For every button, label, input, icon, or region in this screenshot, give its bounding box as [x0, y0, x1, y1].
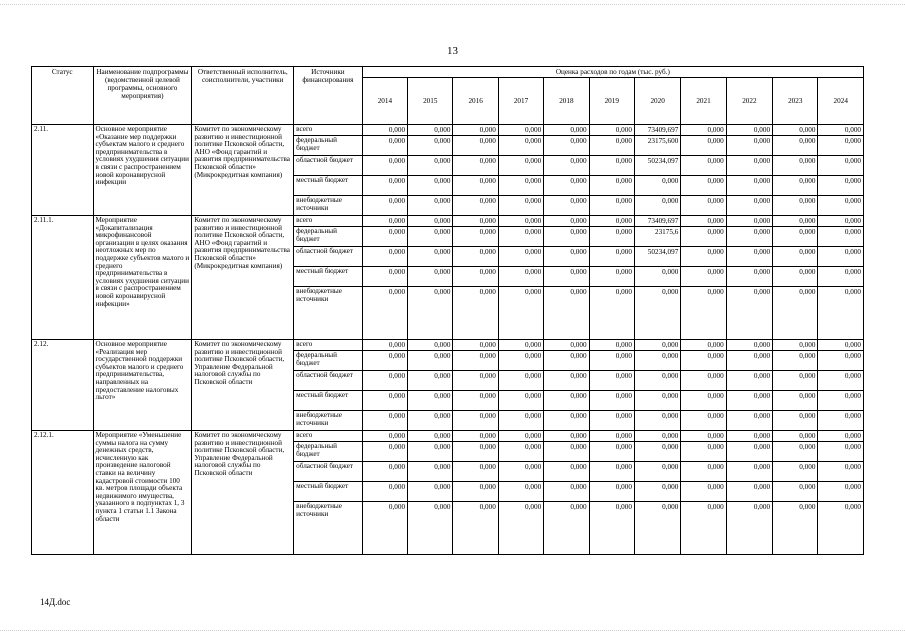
amount-cell: 0,000	[634, 462, 680, 482]
amount-cell: 0,000	[408, 156, 453, 176]
amount-cell: 0,000	[408, 442, 453, 462]
amount-cell: 0,000	[453, 227, 498, 247]
amount-cell: 0,000	[589, 411, 634, 431]
amount-cell: 0,000	[498, 462, 543, 482]
amount-cell: 0,000	[634, 411, 680, 431]
year-header: 2024	[818, 78, 864, 125]
amount-cell: 0,000	[544, 351, 589, 371]
table-row	[32, 340, 864, 351]
amount-cell: 0,000	[362, 442, 407, 462]
amount-cell: 0,000	[453, 462, 498, 482]
amount-cell: 0,000	[453, 442, 498, 462]
table-row	[32, 125, 864, 136]
amount-cell: 0,000	[726, 411, 772, 431]
amount-cell: 0,000	[498, 442, 543, 462]
funding-source: областной бюджет	[294, 462, 363, 482]
amount-cell: 0,000	[589, 176, 634, 196]
amount-cell: 0,000	[362, 136, 407, 156]
amount-cell: 0,000	[362, 196, 407, 216]
amount-cell: 0,000	[498, 391, 543, 411]
year-header: 2021	[681, 78, 726, 125]
amount-cell: 0,000	[408, 196, 453, 216]
year-header: 2020	[634, 78, 680, 125]
amount-cell: 0,000	[362, 216, 407, 227]
row-responsible: Комитет по экономическому развитию и инвестиционной политике Псковской области, АНО «Фонд гарантий и развития предпринимательства Псковской области» (Микрокредитная компания)	[192, 125, 294, 216]
amount-cell: 0,000	[453, 340, 498, 351]
amount-cell: 0,000	[589, 482, 634, 502]
amount-cell: 0,000	[453, 391, 498, 411]
amount-cell: 0,000	[589, 502, 634, 555]
amount-cell: 0,000	[544, 502, 589, 555]
amount-cell: 0,000	[589, 227, 634, 247]
row-status: 2.11.1.	[32, 216, 94, 340]
amount-cell: 0,000	[818, 227, 864, 247]
year-header: 2014	[362, 78, 407, 125]
amount-cell: 0,000	[544, 482, 589, 502]
amount-cell: 0,000	[589, 462, 634, 482]
scan-artifact-bottom	[0, 630, 905, 632]
amount-cell: 0,000	[362, 156, 407, 176]
amount-cell: 0,000	[408, 482, 453, 502]
amount-cell: 0,000	[544, 267, 589, 287]
amount-cell: 0,000	[681, 136, 726, 156]
budget-table	[31, 66, 864, 555]
funding-source: федеральный бюджет	[294, 227, 363, 247]
amount-cell: 0,000	[408, 125, 453, 136]
funding-source: всего	[294, 340, 363, 351]
amount-cell: 0,000	[818, 267, 864, 287]
amount-cell: 0,000	[362, 391, 407, 411]
amount-cell: 0,000	[453, 287, 498, 340]
amount-cell: 0,000	[362, 227, 407, 247]
amount-cell: 0,000	[498, 196, 543, 216]
amount-cell: 0,000	[726, 431, 772, 442]
table-row	[32, 216, 864, 227]
amount-cell: 0,000	[408, 136, 453, 156]
amount-cell: 23175,6	[634, 227, 680, 247]
table-row	[32, 431, 864, 442]
amount-cell: 0,000	[681, 462, 726, 482]
amount-cell: 0,000	[544, 136, 589, 156]
amount-cell: 0,000	[544, 156, 589, 176]
amount-cell: 0,000	[726, 351, 772, 371]
amount-cell: 0,000	[544, 247, 589, 267]
funding-source: внебюджетные источники	[294, 502, 363, 555]
amount-cell: 0,000	[498, 156, 543, 176]
amount-cell: 0,000	[634, 340, 680, 351]
amount-cell: 0,000	[818, 176, 864, 196]
amount-cell: 0,000	[589, 371, 634, 391]
amount-cell: 0,000	[362, 351, 407, 371]
document-filename: 14Д.doc	[40, 597, 71, 607]
amount-cell: 0,000	[362, 462, 407, 482]
amount-cell: 0,000	[453, 125, 498, 136]
amount-cell: 0,000	[498, 340, 543, 351]
amount-cell: 0,000	[818, 391, 864, 411]
amount-cell: 0,000	[634, 391, 680, 411]
funding-source: внебюджетные источники	[294, 411, 363, 431]
amount-cell: 0,000	[544, 391, 589, 411]
page-number: 13	[447, 45, 458, 57]
amount-cell: 0,000	[544, 227, 589, 247]
funding-source: областной бюджет	[294, 156, 363, 176]
amount-cell: 0,000	[634, 267, 680, 287]
year-header: 2019	[589, 78, 634, 125]
amount-cell: 0,000	[726, 502, 772, 555]
amount-cell: 0,000	[773, 462, 818, 482]
row-name: Мероприятие «Докапитализация микрофинансовой организации в целях оказания неотложных мер по поддержке субъектов малого и среднего предпринимательства в условиях ухудшения ситуации в связи с распространением новой коронавирусной инфекции»	[93, 216, 192, 340]
amount-cell: 0,000	[453, 371, 498, 391]
amount-cell: 0,000	[681, 371, 726, 391]
amount-cell: 0,000	[408, 431, 453, 442]
amount-cell: 0,000	[453, 482, 498, 502]
year-header: 2018	[544, 78, 589, 125]
amount-cell: 0,000	[773, 136, 818, 156]
amount-cell: 0,000	[773, 351, 818, 371]
amount-cell: 0,000	[589, 351, 634, 371]
amount-cell: 0,000	[773, 411, 818, 431]
amount-cell: 0,000	[453, 267, 498, 287]
funding-source: федеральный бюджет	[294, 136, 363, 156]
amount-cell: 0,000	[362, 431, 407, 442]
amount-cell: 0,000	[453, 196, 498, 216]
amount-cell: 0,000	[773, 442, 818, 462]
amount-cell: 0,000	[634, 442, 680, 462]
funding-source: всего	[294, 216, 363, 227]
amount-cell: 0,000	[544, 442, 589, 462]
amount-cell: 0,000	[634, 482, 680, 502]
amount-cell: 0,000	[589, 442, 634, 462]
amount-cell: 0,000	[726, 340, 772, 351]
amount-cell: 0,000	[408, 176, 453, 196]
row-status: 2.12.	[32, 340, 94, 431]
amount-cell: 0,000	[362, 482, 407, 502]
amount-cell: 0,000	[544, 196, 589, 216]
amount-cell: 0,000	[818, 247, 864, 267]
amount-cell: 0,000	[681, 502, 726, 555]
amount-cell: 0,000	[589, 431, 634, 442]
amount-cell: 0,000	[362, 287, 407, 340]
amount-cell: 0,000	[498, 482, 543, 502]
amount-cell: 0,000	[818, 482, 864, 502]
year-header: 2015	[408, 78, 453, 125]
amount-cell: 0,000	[408, 216, 453, 227]
amount-cell: 0,000	[544, 125, 589, 136]
amount-cell: 0,000	[726, 125, 772, 136]
amount-cell: 0,000	[726, 391, 772, 411]
amount-cell: 0,000	[726, 196, 772, 216]
amount-cell: 0,000	[408, 371, 453, 391]
amount-cell: 0,000	[818, 431, 864, 442]
amount-cell: 0,000	[589, 267, 634, 287]
amount-cell: 0,000	[544, 216, 589, 227]
amount-cell: 73409,697	[634, 216, 680, 227]
row-status: 2.12.1.	[32, 431, 94, 555]
amount-cell: 50234,097	[634, 247, 680, 267]
amount-cell: 0,000	[544, 411, 589, 431]
amount-cell: 0,000	[818, 340, 864, 351]
amount-cell: 73409,697	[634, 125, 680, 136]
amount-cell: 0,000	[589, 391, 634, 411]
amount-cell: 0,000	[634, 351, 680, 371]
amount-cell: 0,000	[498, 176, 543, 196]
funding-source: внебюджетные источники	[294, 196, 363, 216]
funding-source: областной бюджет	[294, 371, 363, 391]
amount-cell: 0,000	[818, 442, 864, 462]
amount-cell: 0,000	[498, 136, 543, 156]
amount-cell: 0,000	[498, 267, 543, 287]
amount-cell: 0,000	[453, 411, 498, 431]
amount-cell: 0,000	[498, 431, 543, 442]
funding-source: федеральный бюджет	[294, 442, 363, 462]
amount-cell: 0,000	[498, 502, 543, 555]
header-name: Наименование подпрограммы (ведомственной целевой программы, основного мероприятия)	[93, 67, 192, 125]
amount-cell: 0,000	[726, 371, 772, 391]
amount-cell: 0,000	[544, 462, 589, 482]
amount-cell: 0,000	[634, 287, 680, 340]
amount-cell: 0,000	[498, 125, 543, 136]
amount-cell: 0,000	[589, 216, 634, 227]
amount-cell: 0,000	[453, 216, 498, 227]
funding-source: местный бюджет	[294, 482, 363, 502]
amount-cell: 0,000	[681, 267, 726, 287]
amount-cell: 0,000	[726, 267, 772, 287]
amount-cell: 0,000	[589, 340, 634, 351]
amount-cell: 0,000	[773, 227, 818, 247]
amount-cell: 0,000	[453, 502, 498, 555]
amount-cell: 0,000	[726, 216, 772, 227]
amount-cell: 0,000	[818, 136, 864, 156]
amount-cell: 0,000	[773, 482, 818, 502]
amount-cell: 0,000	[453, 351, 498, 371]
funding-source: местный бюджет	[294, 391, 363, 411]
funding-source: всего	[294, 125, 363, 136]
amount-cell: 0,000	[589, 196, 634, 216]
funding-source: внебюджетные источники	[294, 287, 363, 340]
amount-cell: 0,000	[498, 411, 543, 431]
amount-cell: 0,000	[681, 227, 726, 247]
amount-cell: 0,000	[681, 287, 726, 340]
amount-cell: 0,000	[498, 287, 543, 340]
amount-cell: 0,000	[498, 351, 543, 371]
amount-cell: 0,000	[681, 196, 726, 216]
amount-cell: 0,000	[773, 287, 818, 340]
amount-cell: 0,000	[726, 287, 772, 340]
amount-cell: 0,000	[818, 196, 864, 216]
amount-cell: 0,000	[818, 287, 864, 340]
amount-cell: 0,000	[818, 462, 864, 482]
amount-cell: 0,000	[544, 287, 589, 340]
amount-cell: 0,000	[681, 176, 726, 196]
amount-cell: 0,000	[408, 247, 453, 267]
amount-cell: 0,000	[681, 411, 726, 431]
funding-source: местный бюджет	[294, 176, 363, 196]
year-header: 2017	[498, 78, 543, 125]
header-sources: Источники финансирования	[294, 67, 363, 125]
amount-cell: 0,000	[634, 502, 680, 555]
amount-cell: 0,000	[818, 502, 864, 555]
amount-cell: 0,000	[362, 340, 407, 351]
amount-cell: 0,000	[773, 371, 818, 391]
amount-cell: 0,000	[634, 176, 680, 196]
amount-cell: 0,000	[726, 247, 772, 267]
amount-cell: 0,000	[362, 125, 407, 136]
amount-cell: 0,000	[453, 431, 498, 442]
row-name: Основное мероприятие «Оказание мер поддержки субъектам малого и среднего предпринимательства в условиях ухудшения ситуации в связи с распространением новой коронавирусной инфекции	[93, 125, 192, 216]
amount-cell: 0,000	[498, 216, 543, 227]
amount-cell: 0,000	[773, 196, 818, 216]
amount-cell: 0,000	[589, 287, 634, 340]
amount-cell: 0,000	[544, 340, 589, 351]
amount-cell: 0,000	[773, 391, 818, 411]
amount-cell: 0,000	[589, 156, 634, 176]
amount-cell: 0,000	[773, 125, 818, 136]
row-name: Основное мероприятие «Реализация мер государственной поддержки субъектов малого и среднего предпринимательства, направленных на предоставление налоговых льгот»	[93, 340, 192, 431]
amount-cell: 0,000	[544, 431, 589, 442]
amount-cell: 0,000	[498, 247, 543, 267]
amount-cell: 0,000	[726, 227, 772, 247]
amount-cell: 0,000	[408, 340, 453, 351]
scan-artifact-top	[0, 4, 905, 6]
amount-cell: 0,000	[681, 125, 726, 136]
amount-cell: 0,000	[589, 125, 634, 136]
year-header: 2023	[773, 78, 818, 125]
amount-cell: 0,000	[773, 156, 818, 176]
amount-cell: 0,000	[362, 267, 407, 287]
amount-cell: 0,000	[408, 462, 453, 482]
amount-cell: 0,000	[544, 176, 589, 196]
amount-cell: 0,000	[544, 371, 589, 391]
amount-cell: 0,000	[634, 196, 680, 216]
amount-cell: 0,000	[773, 247, 818, 267]
amount-cell: 0,000	[498, 371, 543, 391]
amount-cell: 0,000	[681, 216, 726, 227]
amount-cell: 0,000	[589, 247, 634, 267]
year-header: 2016	[453, 78, 498, 125]
row-responsible: Комитет по экономическому развитию и инвестиционной политике Псковской области, АНО «Фонд гарантий и развития предпринимательства Псковской области» (Микрокредитная компания)	[192, 216, 294, 340]
funding-source: всего	[294, 431, 363, 442]
amount-cell: 0,000	[818, 125, 864, 136]
amount-cell: 0,000	[362, 411, 407, 431]
amount-cell: 0,000	[408, 391, 453, 411]
amount-cell: 0,000	[773, 216, 818, 227]
amount-cell: 23175,600	[634, 136, 680, 156]
header-responsible: Ответственный исполнитель, соисполнители, участники	[192, 67, 294, 125]
amount-cell: 0,000	[453, 247, 498, 267]
amount-cell: 0,000	[408, 267, 453, 287]
amount-cell: 0,000	[681, 156, 726, 176]
amount-cell: 0,000	[408, 287, 453, 340]
amount-cell: 0,000	[362, 247, 407, 267]
amount-cell: 0,000	[362, 176, 407, 196]
amount-cell: 0,000	[453, 136, 498, 156]
amount-cell: 0,000	[773, 340, 818, 351]
funding-source: федеральный бюджет	[294, 351, 363, 371]
amount-cell: 0,000	[362, 502, 407, 555]
amount-cell: 0,000	[589, 136, 634, 156]
amount-cell: 0,000	[726, 442, 772, 462]
amount-cell: 0,000	[453, 176, 498, 196]
amount-cell: 0,000	[681, 391, 726, 411]
header-estimate: Оценка расходов по годам (тыс. руб.)	[362, 67, 863, 78]
header-status: Статус	[32, 67, 94, 125]
amount-cell: 0,000	[408, 502, 453, 555]
amount-cell: 0,000	[681, 442, 726, 462]
amount-cell: 0,000	[681, 247, 726, 267]
year-header: 2022	[726, 78, 772, 125]
amount-cell: 0,000	[773, 267, 818, 287]
amount-cell: 0,000	[773, 502, 818, 555]
amount-cell: 0,000	[818, 371, 864, 391]
row-status: 2.11.	[32, 125, 94, 216]
amount-cell: 0,000	[773, 176, 818, 196]
amount-cell: 0,000	[726, 462, 772, 482]
amount-cell: 0,000	[681, 340, 726, 351]
row-responsible: Комитет по экономическому развитию и инвестиционной политике Псковской области, Управление Федеральной налоговой службы по Псковской области	[192, 340, 294, 431]
amount-cell: 0,000	[408, 227, 453, 247]
amount-cell: 0,000	[726, 136, 772, 156]
amount-cell: 0,000	[681, 351, 726, 371]
amount-cell: 0,000	[726, 482, 772, 502]
amount-cell: 0,000	[726, 156, 772, 176]
amount-cell: 0,000	[681, 431, 726, 442]
row-responsible: Комитет по экономическому развитию и инвестиционной политике Псковской области, Управление Федеральной налоговой службы по Псковской области	[192, 431, 294, 555]
amount-cell: 0,000	[408, 351, 453, 371]
amount-cell: 0,000	[726, 176, 772, 196]
amount-cell: 0,000	[818, 411, 864, 431]
funding-source: областной бюджет	[294, 247, 363, 267]
amount-cell: 0,000	[453, 156, 498, 176]
row-name: Мероприятие «Уменьшение суммы налога на сумму денежных средств, исчисленную как произведение налоговой ставки на величину кадастровой стоимости 100 кв. метров площади объекта недвижимого имущества, указанного в подпунктах 1, 3 пункта 1 статьи 1.1 Закона области	[93, 431, 192, 555]
amount-cell: 0,000	[408, 411, 453, 431]
amount-cell: 50234,097	[634, 156, 680, 176]
amount-cell: 0,000	[818, 351, 864, 371]
amount-cell: 0,000	[818, 216, 864, 227]
amount-cell: 0,000	[681, 482, 726, 502]
amount-cell: 0,000	[773, 431, 818, 442]
amount-cell: 0,000	[818, 156, 864, 176]
amount-cell: 0,000	[634, 371, 680, 391]
header-row-1	[32, 67, 864, 78]
funding-source: местный бюджет	[294, 267, 363, 287]
amount-cell: 0,000	[362, 371, 407, 391]
amount-cell: 0,000	[498, 227, 543, 247]
amount-cell: 0,000	[634, 431, 680, 442]
